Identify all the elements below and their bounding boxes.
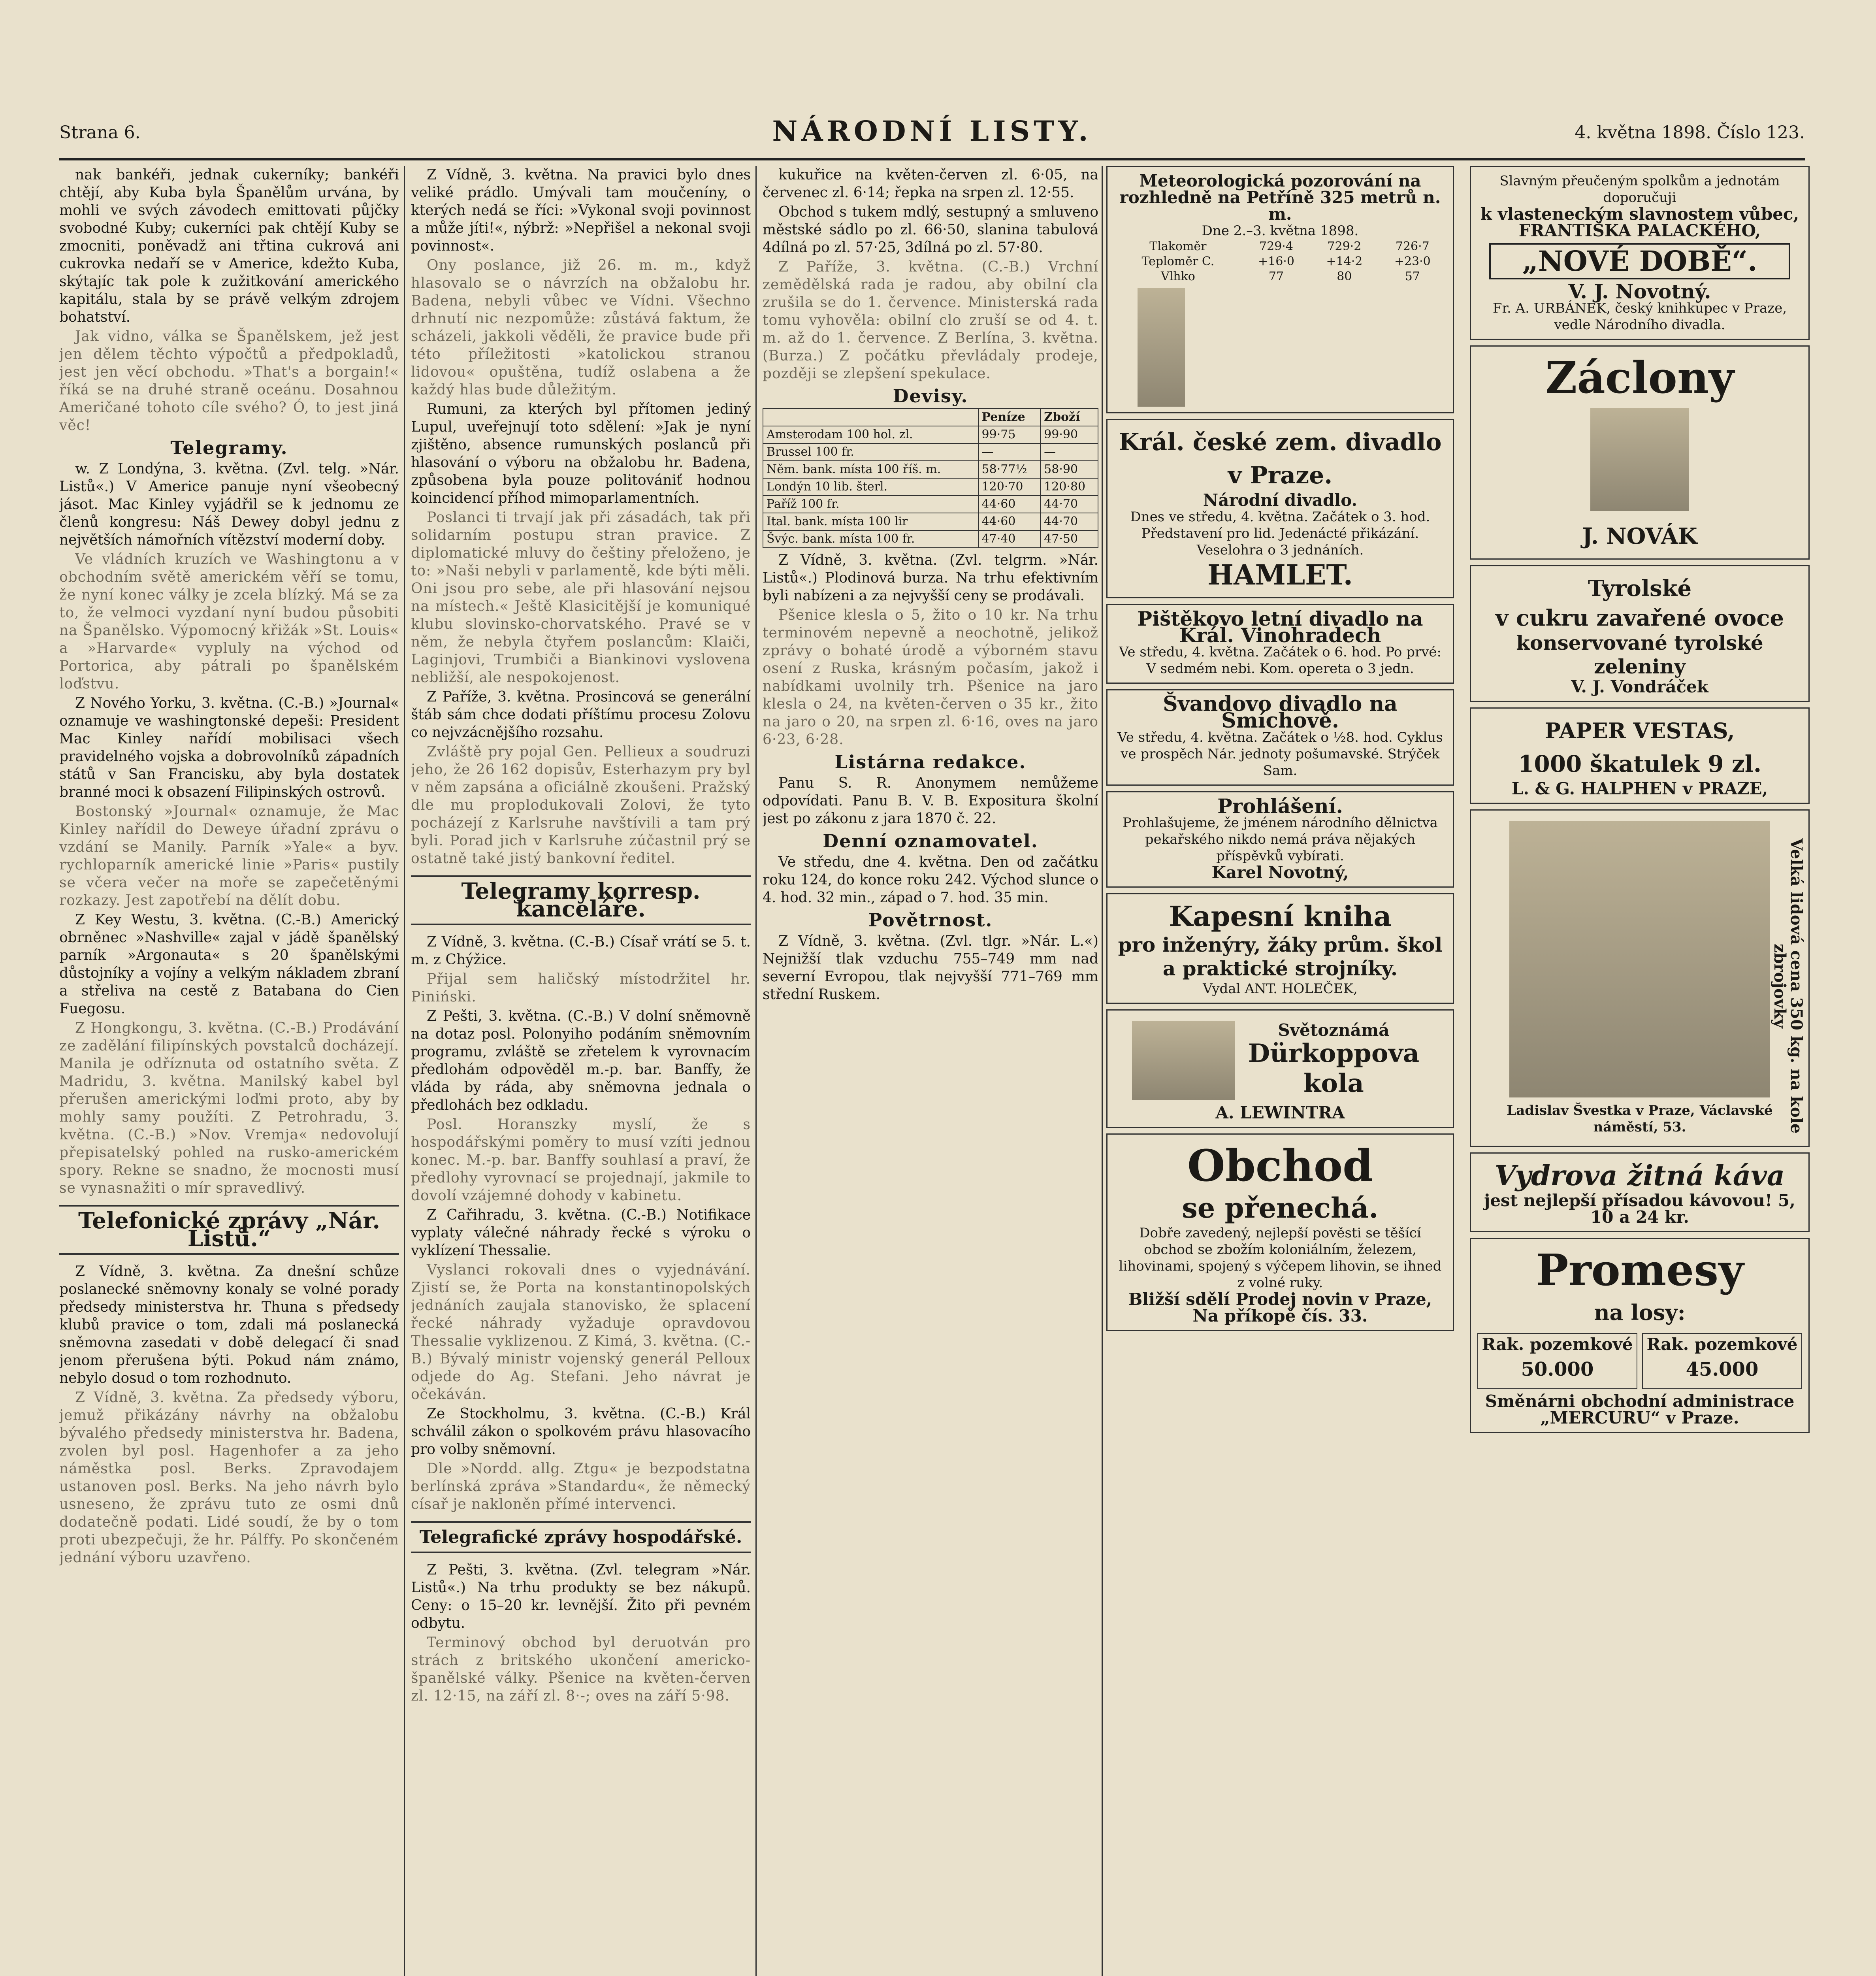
devisy-cell: —	[978, 443, 1041, 461]
nova-doba-ad	[1470, 166, 1810, 340]
tyrolske-line: konservované tyrolské zeleniny	[1516, 631, 1763, 678]
durkopp-bicycle-ad	[1106, 1009, 1454, 1128]
mercur-address: Směnárni obchodní administrace „MERCURU“ v Praze.	[1485, 1391, 1795, 1427]
merchant-name: V. J. Vondráček	[1571, 677, 1708, 696]
section-heading: Denní oznamovatel.	[823, 830, 1038, 852]
article-text: Panu S. R. Anonymem nemůžeme odpovídati. Panu B. V. B. Expositura školní jest po zákonu z jara 1870 č. 22.	[763, 775, 1098, 827]
newspaper-title: NÁRODNÍ LISTY.	[772, 115, 1092, 147]
meteo-cell: 729·4	[1259, 239, 1293, 253]
section-heading: Devisy.	[893, 385, 968, 407]
filler-text: Posl. Horanszky myslí, že s hospodářskými poměry to musí vzíti jednou konec. M.-p. bar. Banffy souhlasí a praví, že předlohy vyrovnací se projednají, jakmile to dovolí vzájemné dohody v kabinetu.	[411, 1116, 751, 1204]
devisy-cell: Amsterodam 100 hol. zl.	[763, 426, 978, 443]
book-ad-subtitle: pro inženýry, žáky prům. škol a praktické strojníky.	[1118, 933, 1443, 980]
meteo-cell: Teploměr C.	[1141, 255, 1215, 268]
column-3	[763, 166, 1098, 1976]
kava-title: Vydrova žitná káva	[1494, 1159, 1785, 1192]
meteo-cell: 77	[1268, 270, 1284, 283]
devisy-cell: 44·60	[978, 496, 1041, 513]
devisy-cell: Brussel 100 fr.	[763, 443, 978, 461]
devisy-table	[763, 408, 1098, 548]
theatre-text: Ve středu, 4. května. Začátek o ½8. hod. Cyklus ve prospěch Nár. jednoty pošumavské. Strýček Sam.	[1117, 730, 1443, 779]
issue-date: 4. května 1898. Číslo 123.	[1575, 123, 1805, 143]
table-row	[763, 496, 1098, 513]
filler-text: Pšenice klesla o 5, žito o 10 kr. Na trhu terminovém nepevně a neochotně, jelikož zprávy o bohaté úrodě a výborném stavu osení z Ruska, krásným počasím, jakož i nabídkami uvolnily trh. Pšenice na jaro klesla o 24, na květen-červen o 35 kr., žito na jaro o 20, na srpen zl. 6·16, oves na jaro 6·23, 6·28.	[763, 607, 1098, 748]
promesy-box-label: Rak. pozemkové	[1646, 1335, 1798, 1354]
table-row	[1114, 269, 1447, 284]
declaration-text: Prohlašujeme, že jménem národního dělnictva pekařského nikdo nemá práva nějakých příspěvků vybírati.	[1123, 815, 1438, 864]
table-row	[763, 426, 1098, 443]
merchant-name: J. NOVÁK	[1582, 523, 1697, 549]
article-text: Z Vídně, 3. května. (Zvl. tlgr. »Nár. L.«) Nejnižší tlak vzduchu 755–749 mm nad severní Evropou, tlak nejvyšší 771–769 mm střední Ruskem.	[763, 933, 1098, 1003]
article-text: Obchod s tukem mdlý, sestupný a smluveno městské sádlo po zl. 66·50, slanina tabulová 4dílná po zl. 57·25, 3dílná po zl. 57·80.	[763, 204, 1098, 256]
declaration-heading: Prohlášení.	[1217, 794, 1343, 818]
composer-name: V. J. Novotný.	[1568, 280, 1711, 303]
article-text: Z Key Westu, 3. května. (C.-B.) Americký obrněnec »Nashville« zajal v jádě španělský parník »Argonauta« s 20 španělskými důstojníky a vojíny a velkým nákladem zbraní a střeliva na cestě z Batabana do Cien Fuegosu.	[59, 912, 399, 1017]
article-text: w. Z Londýna, 3. května. (Zvl. telg. »Nár. Listů«.) V Americe panuje nyní všeobecný jásot. Mac Kinley vyjádřil se k jednomu ze členů kongresu: Náš Dewey dobyl jednu z největších námořních vítězství moderní doby.	[59, 461, 399, 548]
devisy-cell: 58·90	[1040, 461, 1098, 478]
filler-text: Ve vládních kruzích ve Washingtonu a v obchodním světě americkém věří se tomu, že nyní konec války je zcela blízký. Má se za to, že velmoci vyzdaní nyní budou působiti na Španělsko. Výpomocný křižák »St. Louis« a »Harvarde« vypluly na východ od Portorica, aby pátrali po španělském loďstvu.	[59, 551, 399, 692]
filler-text: Dle »Nordd. allg. Ztgu« je bezpodstatna berlínská zpráva »Standardu«, že německý císař je nakloněn přímé intervenci.	[411, 1461, 751, 1512]
durkopp-title: Dürkoppova kola	[1248, 1039, 1420, 1098]
nova-doba-title: „NOVÉ DOBĚ“.	[1489, 243, 1790, 279]
filler-text: Jak vidno, válka se Španělskem, jež jest jen dělem těchto výpočtů a předpokladů, jest jen věcí obchodu. »That's a borgain!« říká se na druhé straně oceánu. Dosahnou Američané tohoto cíle svého? Ó, to jest jiná věc!	[59, 328, 399, 434]
article-text: Z Vídně, 3. května. Za dnešní schůze poslanecké sněmovny konaly se volné porady předsedy ministerstva hr. Thuna s předsedy klubů pravice o tom, zdali má poslanecká sněmovna zasedati v době delegací či snad jenom přerušena býti. Pokud nám známo, nebylo dosud o tom rozhodnuto.	[59, 1263, 399, 1386]
masthead	[59, 115, 1805, 160]
tyrolske-ad	[1470, 565, 1810, 702]
section-heading: Povětrnost.	[868, 909, 993, 931]
devisy-cell: Švýc. bank. místa 100 fr.	[763, 530, 978, 548]
devisy-col-header	[763, 409, 978, 426]
table-row	[763, 443, 1098, 461]
article-text: Rumuni, za kterých byl přítomen jediný Lupul, uveřejnují toto sdělení: »Jak je nyní zjištěno, absence rumunských poslanců při hlasování o výboru na obžalobu hr. Badena, způsobena byla pouze politovániť hodnou koincidencí příhod mimoparlamentních.	[411, 401, 751, 506]
vestas-price: 1000 škatulek 9 zl.	[1518, 750, 1762, 777]
promesy-box-value: 50.000	[1521, 1358, 1594, 1380]
cyclists-illustration	[1509, 821, 1770, 1097]
ad-line: k vlasteneckým slavnostem vůbec,	[1480, 204, 1799, 224]
promesy-subtitle: na losy:	[1594, 1300, 1686, 1325]
vestas-title: PAPER VESTAS,	[1544, 718, 1735, 743]
devisy-cell: 44·70	[1040, 496, 1098, 513]
zaclony-title: Záclony	[1545, 352, 1734, 403]
table-row	[1114, 239, 1447, 254]
theatre-box	[1106, 419, 1454, 598]
publisher-name: Fr. A. URBÁNEK, český knihkupec v Praze, vedle Národního divadla.	[1492, 300, 1787, 333]
book-ad-publisher: Vydal ANT. HOLEČEK,	[1203, 981, 1358, 997]
devisy-cell: Londýn 10 lib. šterl.	[763, 478, 978, 496]
petrin-tower-illustration	[1138, 288, 1185, 407]
kava-ad	[1470, 1152, 1810, 1232]
ad-line: Slavným přeučeným spolkům a jednotám doporučuji	[1499, 173, 1780, 206]
devisy-col-header: Peníze	[978, 409, 1041, 426]
promesy-ad	[1470, 1238, 1810, 1433]
meteo-cell: 80	[1337, 270, 1352, 283]
obchod-ad	[1106, 1133, 1454, 1331]
filler-text: Z Vídně, 3. května. Za předsedy výboru, jemuž přikázány návrhy na obžalobu bývalého předsedy ministerstva hr. Badena, zvolen byl posl. Hagenhofer a za jeho náměstka posl. Berks. Zpravodajem ustanoven posl. Berks. Na jeho návrh bylo usneseno, že zprávu tuto ze osmi dnů dodatečně podati. Lidé soudí, že by o tom proti ubezpečuji, že hr. Pálffy. Po skončeném jednání výboru uzavřeno.	[59, 1390, 399, 1566]
promesy-box-label: Rak. pozemkové	[1482, 1335, 1633, 1354]
curtain-illustration	[1590, 408, 1689, 511]
meteo-cell: Tlakoměr	[1149, 239, 1207, 253]
page-number: Strana 6.	[59, 123, 141, 143]
promesy-box-value: 45.000	[1686, 1358, 1759, 1380]
article-text: Z Nového Yorku, 3. května. (C.-B.) »Journal« oznamuje ve washingtonské depeši: President Mac Kinley nařídí mobilisaci všech pravidelného vojska a dobrovolníků západních států v San Francisku, aby byla dostatek branné moci k obsazení Filipinských ostrovů.	[59, 695, 399, 800]
zaclony-ad	[1470, 345, 1810, 560]
devisy-cell: 99·90	[1040, 426, 1098, 443]
section-heading: Telegramy.	[170, 437, 288, 458]
devisy-cell: 47·50	[1040, 530, 1098, 548]
meteo-heading: Meteorologická pozorování na rozhledně na Petříně 325 metrů n. m.	[1119, 171, 1441, 224]
vinohrady-theatre-box	[1106, 604, 1454, 684]
devisy-cell: Ital. bank. místa 100 lir	[763, 513, 978, 530]
column-rule	[755, 166, 757, 1976]
obchod-address: Bližší sdělí Prodej novin v Praze, Na příkopě čís. 33.	[1128, 1290, 1432, 1326]
merchant-name: Ladislav Švestka v Praze, Václavské náměstí, 53.	[1507, 1103, 1773, 1135]
filler-text: Poslanci ti trvají jak při zásadách, tak při solidarním postupu stran pravice. Z diplomatické mluvy do češtiny přeloženo, je to: »Naši nebyli v parlamentě, kde býti měli. Oni jsou pro sebe, ale při hlasování nejsou na místech.« Ještě Klasicitější je komuniqué klubu slovinsko-chorvatského. Pravé se v něm, že nebyla čtyřem poslancům: Klaiči, Laginjovi, Trumbiči a Biankinovi vyslovena nebližší, ale nespokojenost.	[411, 509, 751, 686]
table-row	[1114, 254, 1447, 269]
meteo-box	[1106, 166, 1454, 413]
column-4	[1106, 166, 1454, 1976]
devisy-cell: 44·60	[978, 513, 1041, 530]
section-heading: Listárna redakce.	[834, 751, 1027, 773]
smichov-theatre-box	[1106, 689, 1454, 786]
meteo-cell: +23·0	[1394, 255, 1431, 268]
devisy-cell: 120·70	[978, 478, 1041, 496]
article-text: Ve středu, dne 4. května. Den od začátku roku 124, do konce roku 242. Východ slunce o 4. hod. 32 min., západ o 7. hod. 35 min.	[763, 854, 1098, 906]
article-text: Z Vídně, 3. května. Na pravici bylo dnes veliké prádlo. Umývali tam moučeníny, o kterých nedá se říci: »Vykonal svoji povinnost a může jíti!«, nýbrž: »Nepřišel a nekonal svoji povinnost«.	[411, 167, 751, 254]
book-ad	[1106, 893, 1454, 1004]
dealer-name: A. LEWINTRA	[1215, 1103, 1345, 1122]
meteo-cell: 57	[1405, 270, 1420, 283]
column-5	[1470, 166, 1810, 1976]
devisy-cell: 58·77½	[978, 461, 1041, 478]
section-heading: Telefonické zprávy „Nár. Listů.“	[59, 1205, 399, 1255]
vestas-merchant: L. & G. HALPHEN v PRAZE,	[1511, 779, 1768, 798]
devisy-cell: 99·75	[978, 426, 1041, 443]
filler-text: Z Hongkongu, 3. května. (C.-B.) Prodávání ze zadělání filipínských povstalců docházejí. Manila je odříznuta od ostatního světa. Z Madridu, 3. května. Manilský kabel byl přerušen americkými loďmi proto, aby by mohly samy použíti. Z Petrohradu, 3. května. (C.-B.) »Nov. Vremja« nedovolují přepisatelský pohled na rusko-americkém spory. Rekne se snadno, že mocnosti musí se vynasnažiti o mír spravedlivý.	[59, 1020, 399, 1196]
article-text: Z Vídně, 3. května. (Zvl. telgrm. »Nár. Listů«.) Plodinová burza. Na trhu efektivním byli nabízeni a za nejvyšší ceny se prodávali.	[763, 552, 1098, 604]
filler-text: Přijal sem haličský místodržitel hr. Piniński.	[411, 971, 751, 1005]
devisy-cell: Něm. bank. místa 100 říš. m.	[763, 461, 978, 478]
article-text: nak bankéři, jednak cukerníky; bankéři chtějí, aby Kuba byla Španělům urvána, by mohli ve svých závodech emittovati půjčky svobodné Kuby; cukerníci pak chtějí Kuby se zmocniti, poněvadž ani třtina cukrová ani cukrovka nedaří se v Americe, kdežto Kuba, skýtajíc tak pole k zužitkování amerického kapitálu, stala by se právě velkým zdrojem bohatství.	[59, 167, 399, 325]
meteo-cell: +16·0	[1258, 255, 1294, 268]
theatre-heading: Král. české zem. divadlo v Praze.	[1119, 428, 1442, 489]
tyrolske-title: Tyrolské	[1588, 575, 1692, 601]
book-ad-title: Kapesní kniha	[1169, 900, 1392, 933]
meteo-date: Dne 2.–3. května 1898.	[1202, 223, 1359, 239]
declaration-signature: Karel Novotný,	[1211, 863, 1349, 882]
devisy-cell: —	[1040, 443, 1098, 461]
devisy-cell: 47·40	[978, 530, 1041, 548]
article-text: Z Vídně, 3. května. (C.-B.) Císař vrátí se 5. t. m. z Chýžice.	[411, 934, 751, 968]
obchod-subtitle: se přenechá.	[1182, 1192, 1379, 1224]
meteo-cell: +14·2	[1326, 255, 1363, 268]
ad-line: FRANTIŠKA PALACKÉHO,	[1518, 221, 1761, 240]
article-text: kukuřice na květen-červen zl. 6·05, na červenec zl. 6·14; řepka na srpen zl. 12·55.	[763, 167, 1098, 201]
vestas-ad	[1470, 707, 1810, 804]
bike-vertical-text: Velká lidová cena 350 kg. na kole zbrojovky	[1771, 838, 1806, 1134]
theatre-heading: Pištěkovo letní divadlo na Král. Vinohradech	[1137, 607, 1423, 647]
theatre-text: Dnes ve středu, 4. května. Začátek o 3. hod. Představení pro lid. Jedenácté přikázání. Veselohra o 3 jednáních.	[1130, 509, 1430, 558]
article-text: Z Cařihradu, 3. května. (C.-B.) Notifikace vyplaty válečné náhrady řecké s výroku o vyklízení Thessalie.	[411, 1207, 751, 1259]
tyrolske-line: v cukru zavařené ovoce	[1495, 605, 1784, 631]
table-row	[763, 513, 1098, 530]
theatre-text: Ve středu, 4. května. Začátek o 6. hod. Po prvé: V sedmém nebi. Kom. opereta o 3 jedn.	[1119, 644, 1441, 677]
filler-text: Zvláště pry pojal Gen. Pellieux a soudruzi jeho, že 26 162 dopisův, Esterhazym pry byl v něm zapsána a oficiálně zkoušeni. Pražský dle mu proplodukovali Zolovi, že tyto pocházejí z Karlsruhe navštívili a tam prý byli. Porad jich v Karlsruhe zúčastnil prý se ostatně také jistý bankovní ředitel.	[411, 744, 751, 867]
column-rule	[404, 166, 405, 1976]
meteo-cell: 729·2	[1327, 239, 1362, 253]
filler-text: Ony poslance, již 26. m. m., když hlasovalo se o návrzích na obžalobu hr. Badena, nebyli vůbec ve Vídni. Všechno drhnutí nic nezpomůže: zůstává faktum, že scházeli, jakkoli věděli, že pravice bude při této příležitosti »katolickou stranou lidovou« opuštěna, tudíž oslabena a že každý hlas bude důležitým.	[411, 257, 751, 398]
column-1	[59, 166, 399, 1976]
column-rule	[1102, 166, 1103, 1976]
devisy-col-header: Zboží	[1040, 409, 1098, 426]
promesy-title: Promesy	[1535, 1244, 1744, 1295]
article-text: Z Pešti, 3. května. (C.-B.) V dolní sněmovně na dotaz posl. Polonyiho podáním sněmovním programu, zvláště se zřetelem k vyrovnacím předlohám odpověděl m.-p. bar. Banffy, že vláda by ráda, aby sněmovna jednala o předlohách bez odkladu.	[411, 1008, 751, 1113]
bicycle-photo-ad	[1470, 809, 1810, 1147]
column-2	[411, 166, 751, 1976]
theatre-heading: Švandovo divadlo na Smíchově.	[1163, 692, 1398, 733]
meteo-table	[1114, 239, 1447, 284]
filler-text: Terminový obchod byl deruotván pro strách z britského ukončení americko-španělské války. Pšenice na květen-červen zl. 12·15, na září zl. 8·-; oves na září 5·98.	[411, 1635, 751, 1704]
obchod-title: Obchod	[1187, 1140, 1373, 1191]
kava-subtitle: jest nejlepší přísadou kávovou! 5, 10 a 24 kr.	[1484, 1191, 1795, 1227]
meteo-cell: 726·7	[1395, 239, 1430, 253]
filler-text: Bostonský »Journal« oznamuje, že Mac Kinley nařídil do Deweye úřadní zprávu o vzdání se Manily. Parník »Yale« a byv. rychloparník americké linie »Paris« pustily se včera večer na moře se zapečetěnými rozkazy. Jest zapotřebí na dělít dobu.	[59, 803, 399, 909]
article-text: Ze Stockholmu, 3. května. (C.-B.) Král schválil zákon o spolkovém právu hlasovacího pro volby sněmovní.	[411, 1406, 751, 1457]
section-heading: Telegramy korresp. kanceláře.	[411, 875, 751, 925]
devisy-cell: Paříž 100 fr.	[763, 496, 978, 513]
table-row	[763, 478, 1098, 496]
bicycle-illustration	[1132, 1021, 1235, 1100]
theatre-subheading: Národní divadlo.	[1203, 490, 1358, 510]
table-row	[763, 461, 1098, 478]
obchod-text: Dobře zavedený, nejlepší pověsti se těšící obchod se zbožím koloniálním, železem, lihovinami, spojený s výčepem lihovin, se ihned z volné ruky.	[1119, 1225, 1442, 1291]
play-title: HAMLET.	[1207, 558, 1353, 591]
article-text: Z Paříže, 3. května. Prosincová se generální štáb sám chce dodati příštímu procesu Zolovu co nejvzácnějšího rozsahu.	[411, 689, 751, 741]
durkopp-tagline: Světoznámá	[1278, 1020, 1390, 1040]
article-text: Z Pešti, 3. května. (Zvl. telegram »Nár. Listů«.) Na trhu produkty se bez nákupů. Ceny: o 15–20 kr. levnější. Žito při pevném odbytu.	[411, 1562, 751, 1631]
declaration-box	[1106, 791, 1454, 888]
meteo-cell: Vlhko	[1160, 270, 1195, 283]
filler-text: Z Paříže, 3. května. (C.-B.) Vrchní zemědělská rada je radou, aby obilní cla zrušila se do 1. července. Ministerská rada tomu vyhověla: obilní clo zruší se od 4. t. m. až do 1. července. Z Berlína, 3. května. (Burza.) Z počátku převládaly prodeje, později se zlepšení spekulace.	[763, 259, 1098, 382]
devisy-cell: 44·70	[1040, 513, 1098, 530]
section-heading: Telegrafické zprávy hospodářské.	[411, 1521, 751, 1553]
devisy-cell: 120·80	[1040, 478, 1098, 496]
filler-text: Vyslanci rokovali dnes o vyjednávání. Zjistí se, že Porta na konstantinopolských jednáních zaujala stanovisko, že splacení řecké náhrady vyžaduje opravdovou Thessalie vyklizenou. Z Kimá, 3. května. (C.-B.) Bývalý ministr vojenský generál Pelloux odjede do Ag. Stefani. Jeho návrat je očekáván.	[411, 1262, 751, 1403]
table-row	[763, 530, 1098, 548]
